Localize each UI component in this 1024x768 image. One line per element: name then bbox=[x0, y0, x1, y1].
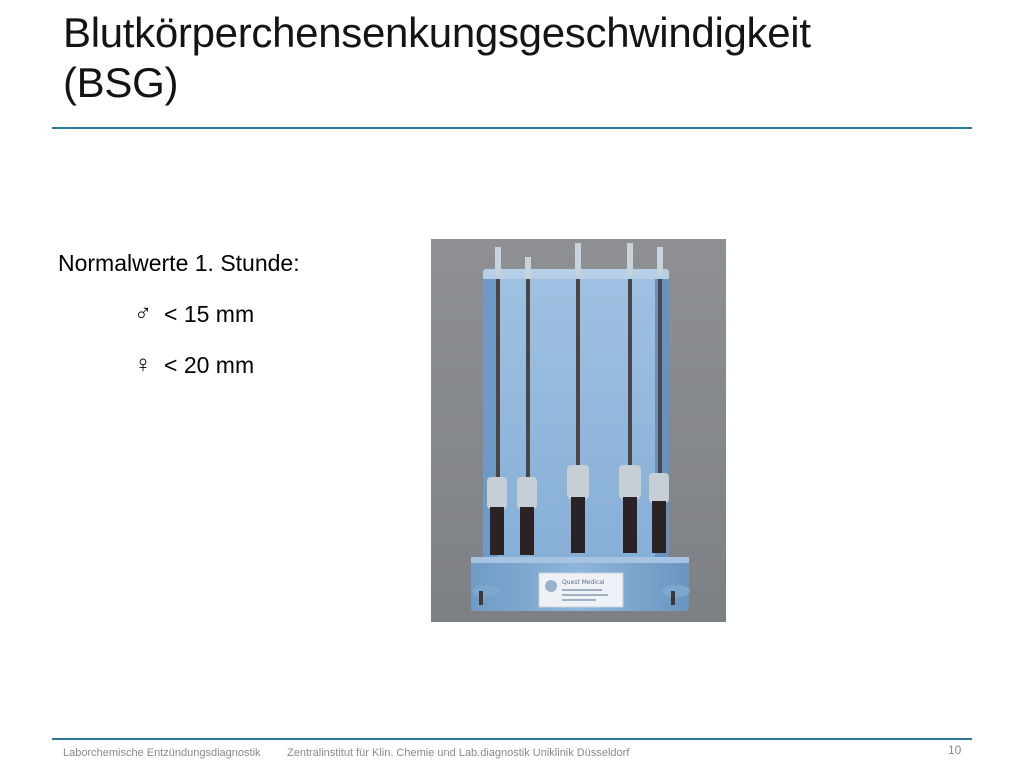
female-value-line bbox=[134, 351, 254, 379]
slide-title: Blutkörperchensenkungsgeschwindigkeit (BSG) bbox=[63, 9, 811, 106]
esr-rack-photo bbox=[431, 239, 726, 622]
footer-course-title: Laborchemische Entzündungsdiagnostik bbox=[63, 747, 261, 759]
page-number: 10 bbox=[948, 743, 962, 757]
normal-values-heading: Normalwerte 1. Stunde: bbox=[58, 250, 300, 276]
male-value-text: < 15 mm bbox=[164, 300, 255, 327]
footer-divider bbox=[52, 738, 972, 740]
female-value-text: < 20 mm bbox=[164, 351, 255, 378]
female-symbol: ♀ bbox=[134, 351, 152, 378]
esr-rack-illustration bbox=[431, 239, 726, 622]
male-symbol: ♂ bbox=[134, 300, 152, 327]
footer-institute: Zentralinstitut für Klin. Chemie und Lab.diagnostik Uniklinik Düsseldorf bbox=[287, 747, 630, 759]
male-value-line bbox=[134, 300, 254, 328]
title-divider bbox=[52, 127, 972, 129]
svg-text:Quest Medical: Quest Medical bbox=[562, 579, 605, 586]
